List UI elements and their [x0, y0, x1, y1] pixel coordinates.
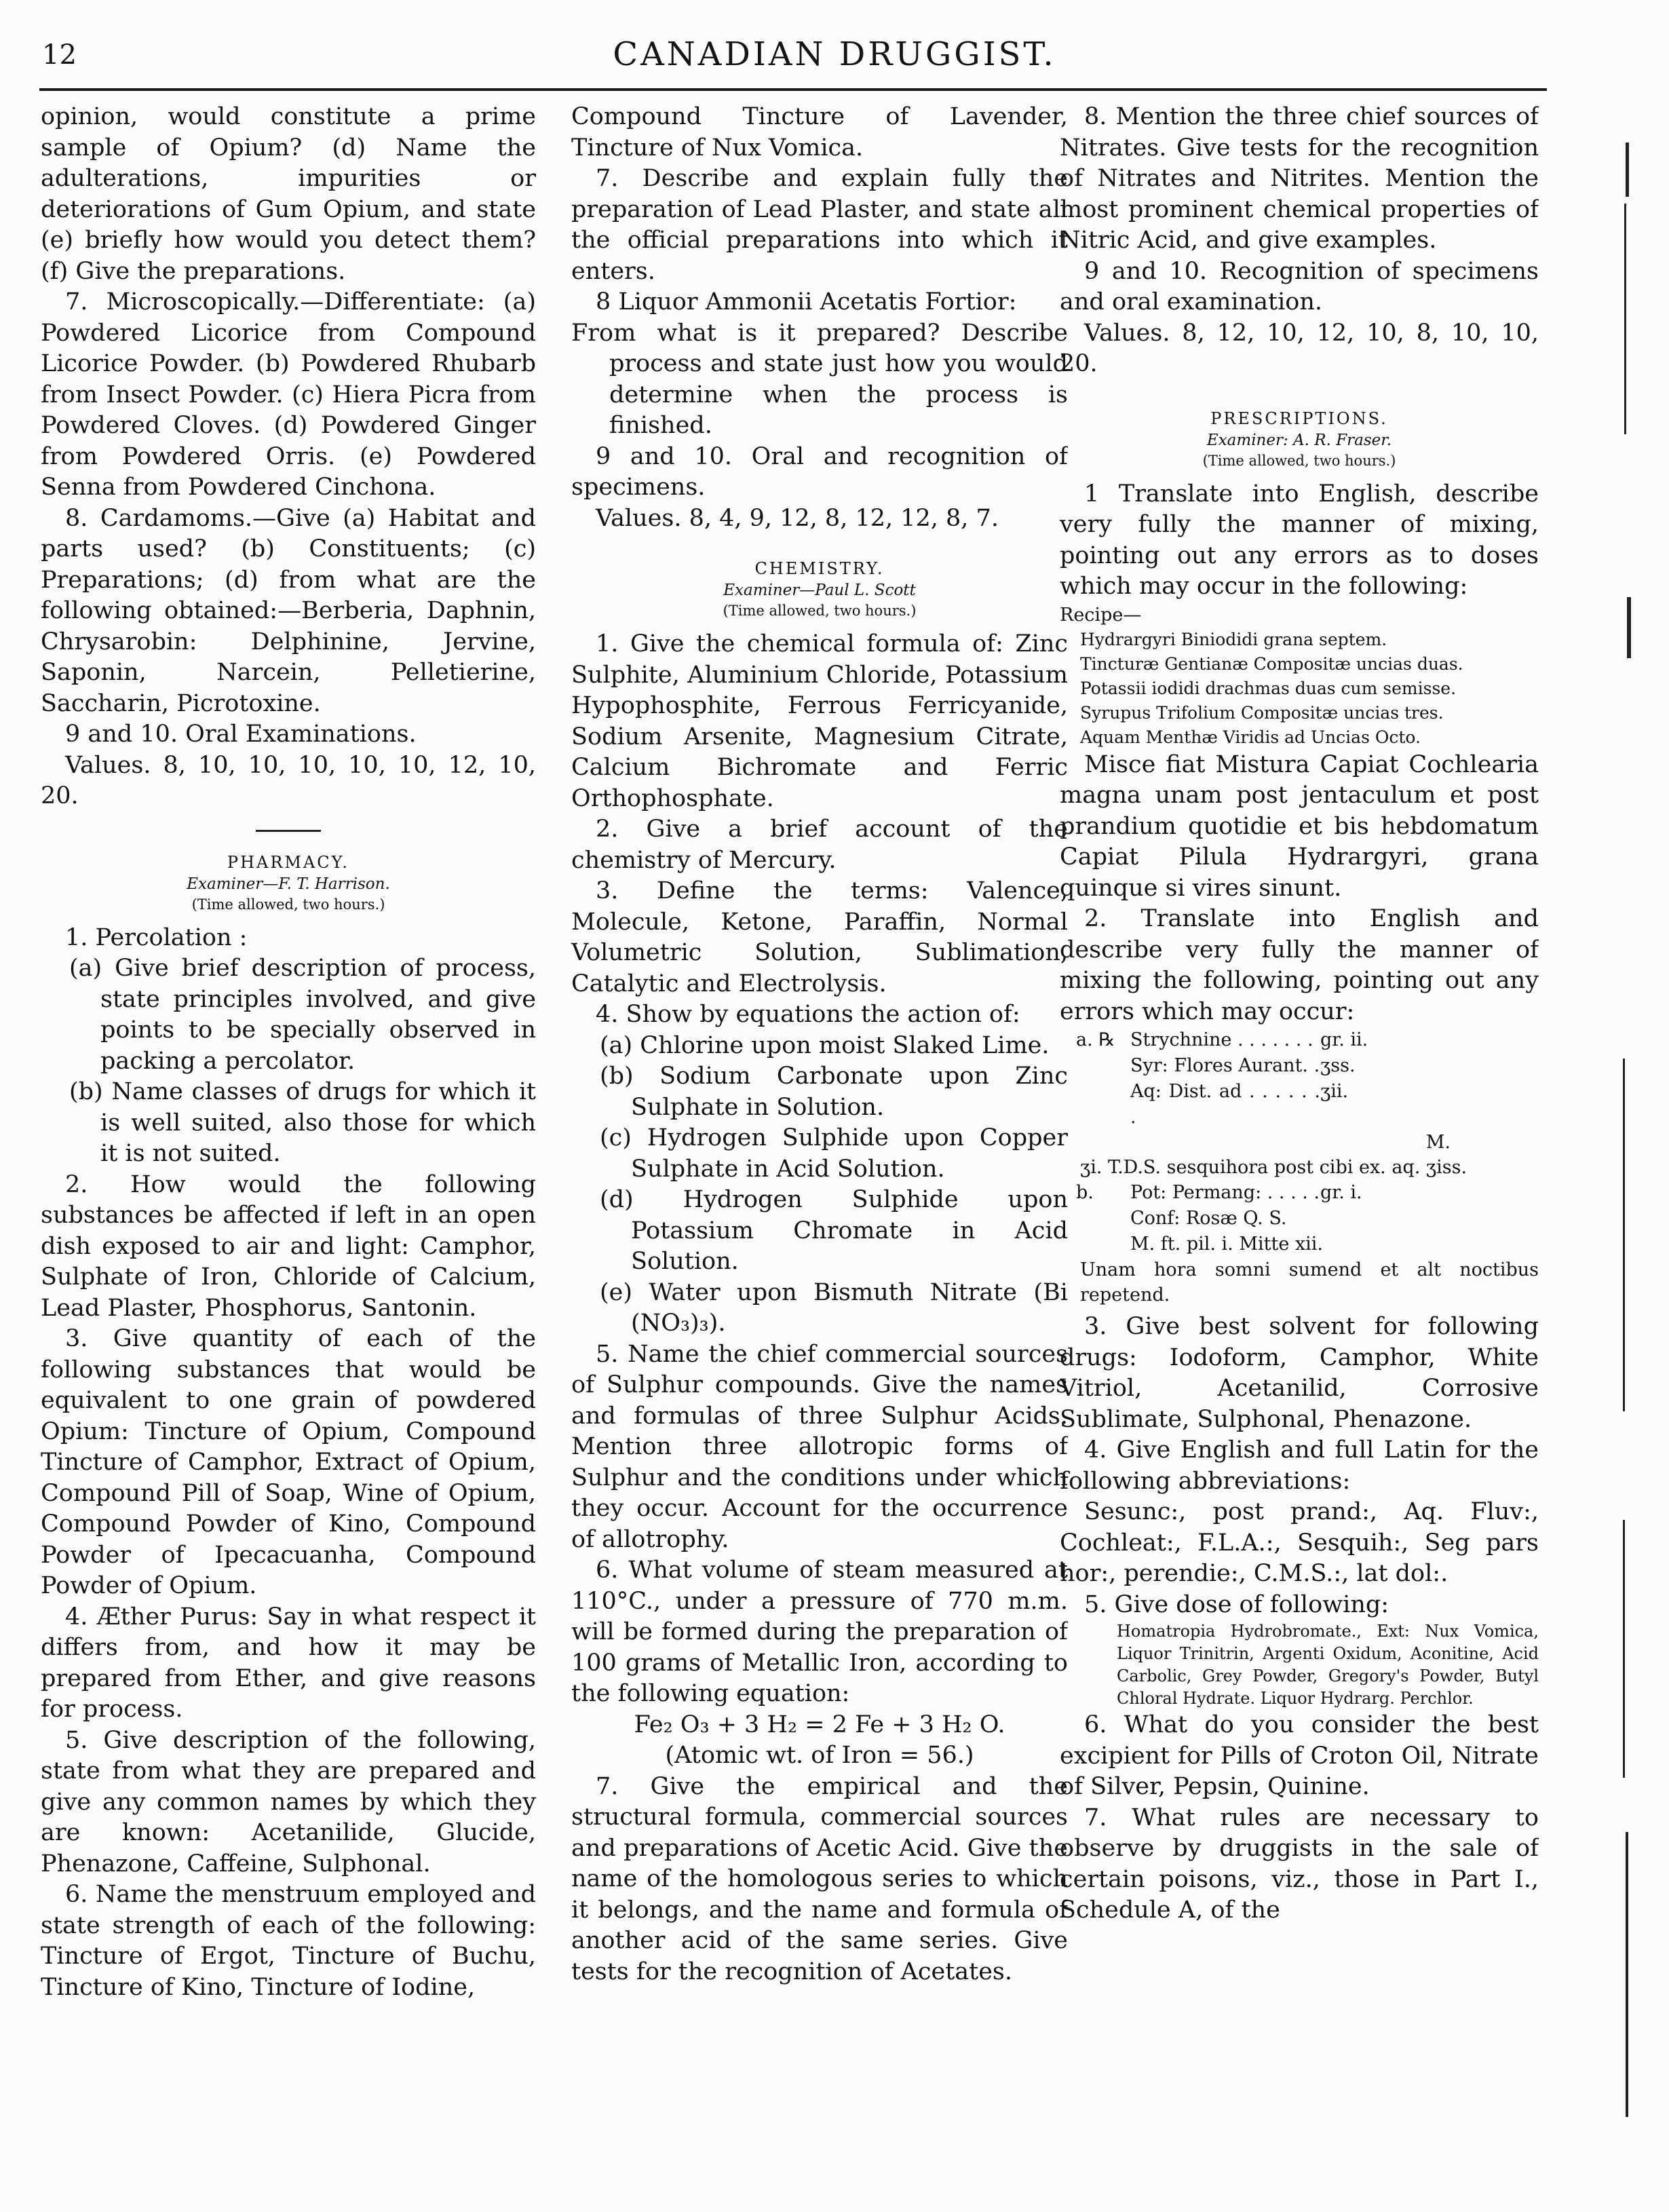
prescription-a-misce: M.	[1425, 1132, 1451, 1153]
margin-mark	[1627, 597, 1631, 658]
chem-question-4e: (e) Water upon Bismuth Nitrate (Bi (NO₃)₃).	[600, 1278, 1068, 1337]
chem-question-4a: (a) Chlorine upon moist Slaked Lime.	[600, 1031, 1050, 1059]
chem-question-4d: (d) Hydrogen Sulphide upon Potassium Chromate in Acid Solution.	[600, 1186, 1068, 1275]
presc-question-3: 3. Give best solvent for following drugs: Iodoform, Camphor, White Vitriol, Acetanilid, Corrosive Sublimate, Sulphonal, Phenazone.	[1060, 1313, 1539, 1433]
recipe-line: Aquam Menthæ Viridis ad Uncias Octo.	[1080, 727, 1421, 747]
chemistry-heading: CHEMISTRY.	[754, 559, 885, 578]
pharmacy-examiner: Examiner—F. T. Harrison.	[187, 875, 390, 893]
presc-question-5: 5. Give dose of following:	[1084, 1590, 1389, 1618]
column-3	[1060, 102, 1539, 2192]
presc-question-2: 2. Translate into English and describe very fully the manner of mixing the following, pointing out any errors which may occur:	[1060, 905, 1539, 1025]
question-3: 3. Give quantity of each of the following substances that would be equivalent to one grain of powdered Opium: Tincture of Opium, Compound Tincture of Camphor, Extract of Opium, Compound Pill of Soap, Wine of Opium, Compound Powder of Kino, Compound Powder of Ipecacuanha, Compound Powder of Opium.	[41, 1325, 536, 1599]
ingredient-name: Syr: Flores Aurant. .	[1130, 1055, 1320, 1076]
chem-question-5: 5. Name the chief commercial sources of Sulphur compounds. Give the names and formulas of three Sulphur Acids. Mention three allotropic forms of Sulphur and the conditions under which they occur. Account for the occurrence of allotrophy.	[571, 1340, 1068, 1553]
ingredient-dose: ʒii.	[1320, 1081, 1349, 1102]
header-rule	[39, 88, 1547, 91]
chem-atomic-weight: (Atomic wt. of Iron = 56.)	[665, 1742, 974, 1769]
presc-question-6: 6. What do you consider the best excipient for Pills of Croton Oil, Nitrate of Silver, Pepsin, Quinine.	[1060, 1711, 1539, 1800]
question-9: 9 and 10. Oral and recognition of specimens.	[571, 442, 1068, 501]
chem-question-6: 6. What volume of steam measured at 110°C., under a pressure of 770 m.m. will be formed during the preparation of 100 grams of Metallic Iron, according to the following equation:	[571, 1557, 1068, 1707]
prescription-a-label: a. ℞	[1076, 1029, 1115, 1050]
values-line: Values. 8, 12, 10, 12, 10, 8, 10, 10, 20.	[1060, 319, 1539, 377]
question-8-nitrates: 8. Mention the three chief sources of Nitrates. Give tests for the recognition of Nitrates and Nitrites. Mention the most prominent chemical properties of Nitric Acid, and give examples.	[1060, 103, 1539, 254]
column-1	[41, 102, 536, 2192]
prescription-a-directions: ʒi. T.D.S. sesquihora post cibi ex. aq. ʒiss.	[1080, 1157, 1467, 1178]
question-9-recognition: 9 and 10. Recognition of specimens and oral examination.	[1060, 257, 1539, 316]
prescription-a-row	[1060, 1079, 1539, 1130]
prescription-a-row	[1060, 1027, 1539, 1053]
margin-mark	[1626, 1832, 1628, 2117]
presc-question-7: 7. What rules are necessary to observe by druggists in the sale of certain poisons, viz., those in Part I., Schedule A, of the	[1060, 1804, 1539, 1924]
page-title: CANADIAN DRUGGIST.	[613, 35, 1056, 73]
column-2	[571, 102, 1068, 2192]
prescription-b-row	[1060, 1206, 1539, 1232]
question-percolation: 1. Percolation :	[65, 923, 248, 951]
page-number: 12	[42, 39, 77, 71]
values-line: Values. 8, 10, 10, 10, 10, 10, 12, 10, 20.	[41, 751, 536, 809]
abbreviations-list: Sesunc:, post prand:, Aq. Fluv:, Cochleat:, F.L.A.:, Sesquih:, Seg pars hor:, perendie:, C.M.S.:, lat dol:.	[1060, 1498, 1539, 1587]
prescription-b-row	[1060, 1232, 1539, 1257]
ingredient-name: M. ft. pil. i. Mitte xii.	[1130, 1234, 1323, 1255]
pharmacy-time: (Time allowed, two hours.)	[191, 896, 385, 913]
presc-question-4: 4. Give English and full Latin for the following abbreviations:	[1060, 1436, 1539, 1495]
chem-question-4b: (b) Sodium Carbonate upon Zinc Sulphate in Solution.	[600, 1063, 1068, 1121]
recipe-line: Tincturæ Gentianæ Compositæ uncias duas.	[1080, 653, 1463, 674]
recipe-line: Syrupus Trifolium Compositæ uncias tres.	[1080, 702, 1444, 723]
misce-paragraph: Misce fiat Mistura Capiat Cochlearia magna unam post jentaculum et post prandium quotidie et bis hebdomatum Capiat Pilula Hydrargyri, grana quinque si vires sinunt.	[1060, 750, 1539, 902]
question-percolation-a: (a) Give brief description of process, state principles involved, and give points to be specially observed in packing a percolator.	[69, 955, 536, 1075]
prescriptions-examiner: Examiner: A. R. Fraser.	[1206, 431, 1392, 449]
prescription-a-row	[1060, 1053, 1539, 1079]
prescription-b-label: b.	[1076, 1182, 1094, 1203]
chem-question-4c: (c) Hydrogen Sulphide upon Copper Sulphate in Acid Solution.	[600, 1124, 1068, 1183]
chemistry-examiner: Examiner—Paul L. Scott	[723, 581, 916, 599]
question-cardamoms: 8. Cardamoms.—Give (a) Habitat and parts used? (b) Constituents; (c) Preparations; (d) from what are the following obtained:—Berberia, Daphnin, Chrysarobin: Delphinine, Jervine, Saponin, Narcein, Pelletierine, Saccharin, Picrotoxine.	[41, 504, 536, 717]
margin-mark	[1623, 1059, 1625, 1411]
pharmacy-heading: PHARMACY.	[227, 852, 350, 872]
paragraph-continued: Compound Tincture of Lavender, Tincture of Nux Vomica.	[571, 103, 1068, 161]
margin-mark	[1624, 204, 1626, 434]
prescriptions-time: (Time allowed, two hours.)	[1202, 452, 1396, 469]
chem-question-4: 4. Show by equations the action of:	[596, 1001, 1020, 1028]
ingredient-dose: gr. ii.	[1320, 1029, 1368, 1050]
ingredient-dose: ʒss.	[1320, 1055, 1356, 1076]
recipe-line: Potassii iodidi drachmas duas cum semisse.	[1080, 678, 1457, 698]
question-5: 5. Give description of the following, state from what they are prepared and give any common names by which they are known: Acetanilide, Glucide, Phenazone, Caffeine, Sulphonal.	[41, 1726, 536, 1877]
recipe-line: Hydrargyri Biniodidi grana septem.	[1080, 629, 1387, 649]
question-7: 7. Describe and explain fully the preparation of Lead Plaster, and state all the official preparations into which it enters.	[571, 165, 1068, 285]
section-separator	[256, 830, 321, 832]
margin-mark	[1623, 1520, 1625, 1778]
chem-question-7: 7. Give the empirical and the structural formula, commercial sources and preparations of Acetic Acid. Give the name of the homologous series to which it belongs, and the name and formula of another acid of the same series. Give tests for the recognition of Acetates.	[571, 1772, 1068, 1985]
presc-question-1: 1 Translate into English, describe very fully the manner of mixing, pointing out any errors as to doses which may occur in the following:	[1060, 480, 1539, 600]
question-2: 2. How would the following substances be affected if left in an open dish exposed to air and light: Camphor, Sulphate of Iron, Chloride of Calcium, Lead Plaster, Phosphorus, Santonin.	[41, 1170, 536, 1322]
chem-question-3: 3. Define the terms: Valence, Molecule, Ketone, Paraffin, Normal Volumetric Solution, Sublimation, Catalytic and Electrolysis.	[571, 877, 1068, 997]
chem-equation: Fe₂ O₃ + 3 H₂ = 2 Fe + 3 H₂ O.	[634, 1711, 1005, 1738]
recipe-label: Recipe—	[1060, 604, 1142, 626]
chem-question-1: 1. Give the chemical formula of: Zinc Sulphite, Aluminium Chloride, Potassium Hypophosphite, Ferrous Ferricyanide, Sodium Arsenite, Magnesium Citrate, Calcium Bichromate and Ferric Orthophosphate.	[571, 630, 1068, 812]
question-8: From what is it prepared? Describe process and state just how you would determine when the process is finished.	[571, 319, 1068, 439]
prescriptions-heading: PRESCRIPTIONS.	[1210, 408, 1388, 428]
ingredient-name: Aq: Dist. ad . . . . . . .	[1130, 1081, 1320, 1128]
margin-mark	[1626, 142, 1629, 197]
question-8-title: 8 Liquor Ammonii Acetatis Fortior:	[596, 288, 1017, 316]
values-line: Values. 8, 4, 9, 12, 8, 12, 12, 8, 7.	[596, 504, 999, 532]
ingredient-name: Strychnine . . . . . . .	[1130, 1029, 1313, 1050]
ingredient-name: Pot: Permang: . . . . .	[1130, 1182, 1320, 1203]
question-4: 4. Æther Purus: Say in what respect it differs from, and how it may be prepared from Ether, and give reasons for process.	[41, 1603, 536, 1723]
chem-question-2: 2. Give a brief account of the chemistry of Mercury.	[571, 816, 1068, 874]
question-6: 6. Name the menstruum employed and state strength of each of the following: Tincture of Ergot, Tincture of Buchu, Tincture of Kino, Tincture of Iodine,	[41, 1881, 536, 2001]
paragraph-opium: opinion, would constitute a prime sample of Opium? (d) Name the adulterations, impurities or deteriorations of Gum Opium, and state (e) briefly how would you detect them? (f) Give the preparations.	[41, 103, 536, 285]
ingredient-name: Conf: Rosæ Q. S.	[1130, 1208, 1287, 1229]
question-oral: 9 and 10. Oral Examinations.	[65, 721, 417, 748]
prescription-b-row	[1060, 1180, 1539, 1206]
question-percolation-b: (b) Name classes of drugs for which it is well suited, also those for which it is not suited.	[69, 1078, 536, 1167]
prescription-b-directions: Unam hora somni sumend et alt noctibus repetend.	[1080, 1259, 1539, 1305]
ingredient-dose: gr. i.	[1320, 1182, 1362, 1203]
question-microscopically: 7. Microscopically.—Differentiate: (a) Powdered Licorice from Compound Licorice Powder. (b) Powdered Rhubarb from Insect Powder. (c) Hiera Picra from Powdered Cloves. (d) Powdered Ginger from Powdered Orris. (e) Powdered Senna from Powdered Cinchona.	[41, 288, 536, 501]
dose-list: Homatropia Hydrobromate., Ext: Nux Vomica, Liquor Trinitrin, Argenti Oxidum, Aconitine, Acid Carbolic, Grey Powder, Gregory's Powder, Butyl Chloral Hydrate. Liquor Hydrarg. Perchlor.	[1117, 1622, 1539, 1708]
chemistry-time: (Time allowed, two hours.)	[723, 603, 917, 619]
